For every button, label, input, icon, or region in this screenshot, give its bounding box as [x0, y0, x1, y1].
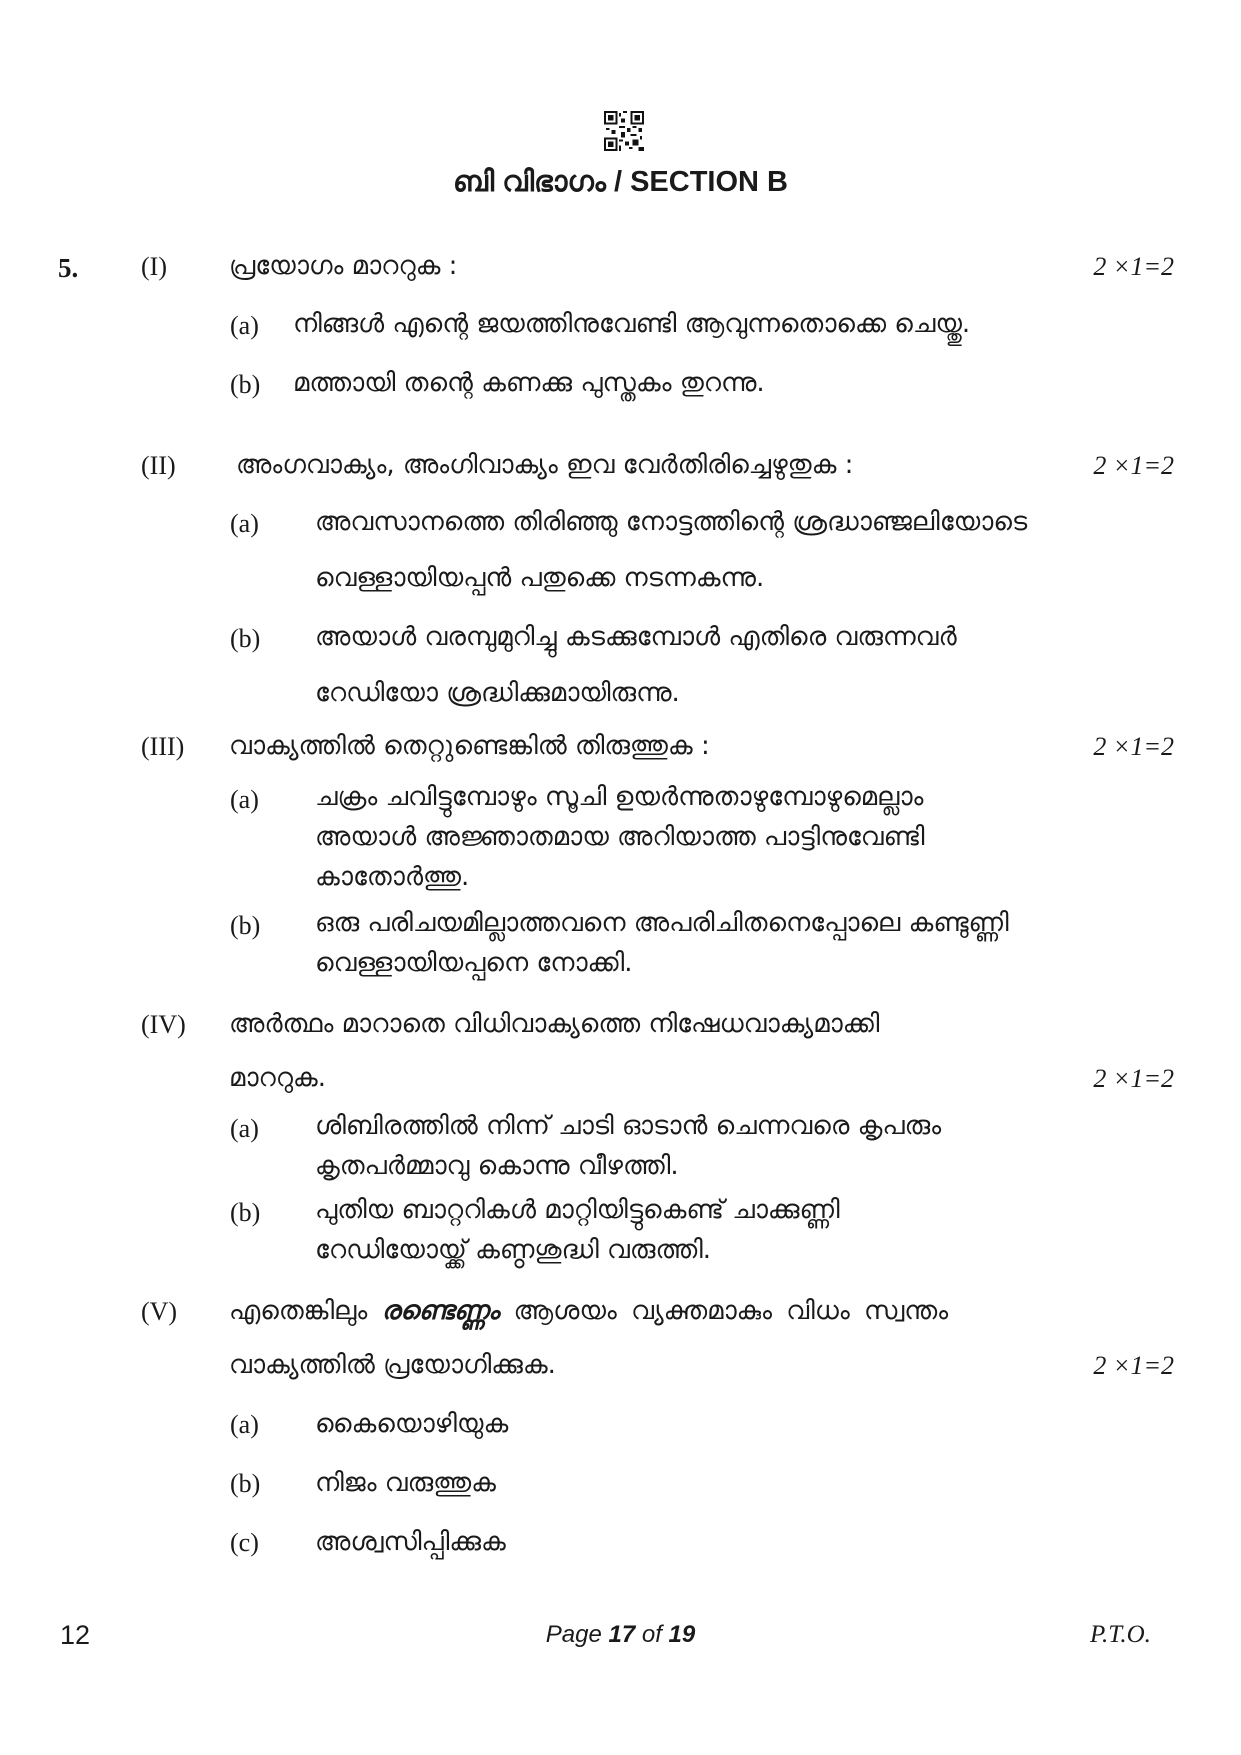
part-3-item-a-label: (a) [230, 785, 259, 814]
part-5-item-b-text: നിജം വരുത്തുക [315, 1468, 496, 1498]
part-4-item-b-text: പുതിയ ബാറ്ററികൾ മാറ്റിയിട്ടുകെണ്ട് ചാക്കുണ്ണി റേഡിയോയ്ക്ക് കണ്ഠശുദ്ധി വരുത്തി. [315, 1195, 840, 1265]
part-1-item-b-label: (b) [230, 370, 261, 399]
part-1-item-b-text: മത്തായി തന്റെ കണക്കു പുസ്തകം തുറന്നു. [293, 368, 765, 398]
footer-page-number: Page 17 of 19 [545, 1621, 696, 1648]
footer-code: 12 [60, 1620, 91, 1650]
part-3-marks: 2 ×1=2 [1093, 732, 1174, 761]
section-title: ബി വിഭാഗം / SECTION B [453, 166, 788, 198]
part-4-label: (IV) [141, 1010, 186, 1039]
emphasis-two: രണ്ടെണ്ണം [381, 1296, 500, 1326]
part-1-item-a-label: (a) [230, 311, 259, 340]
part-1-label: (I) [141, 252, 167, 281]
part-2-instruction: അംഗവാക്യം, അംഗിവാക്യം ഇവ വേർതിരിച്ചെഴുതുക : [236, 450, 854, 480]
part-1-marks: 2 ×1=2 [1093, 252, 1174, 281]
part-3-instruction: വാക്യത്തിൽ തെറ്റുണ്ടെങ്കിൽ തിരുത്തുക : [229, 731, 710, 761]
part-3-label: (III) [141, 732, 185, 761]
part-3-item-b-text: ഒരു പരിചയമില്ലാത്തവനെ അപരിചിതനെപ്പോലെ കണ്ടുണ്ണി വെള്ളായിയപ്പനെ നോക്കി. [315, 908, 1009, 978]
part-1-item-a-text: നിങ്ങൾ എന്റെ ജയത്തിനുവേണ്ടി ആവുന്നതൊക്കെ ചെയ്തു. [293, 309, 971, 339]
part-5-label: (V) [141, 1297, 178, 1326]
part-3-item-b-label: (b) [230, 911, 261, 940]
qr-code-icon [604, 111, 644, 151]
part-1-instruction: പ്രയോഗം മാററുക : [229, 251, 458, 281]
part-5-marks: 2 ×1=2 [1093, 1351, 1174, 1380]
part-2-label: (II) [141, 451, 176, 480]
part-5-item-a-label: (a) [230, 1410, 259, 1439]
part-2-item-b-text: അയാൾ വരമ്പുമുറിച്ചു കടക്കുമ്പോൾ എതിരെ വരുന്നവർ റേഡിയോ ശ്രദ്ധിക്കുമായിരുന്നു. [315, 622, 957, 708]
part-4-item-b-label: (b) [230, 1198, 261, 1227]
part-2-item-a-text: അവസാനത്തെ തിരിഞ്ഞു നോട്ടത്തിന്റെ ശ്രദ്ധാഞ്ജലിയോടെ വെള്ളായിയപ്പൻ പതുക്കെ നടന്നകന്നു. [315, 507, 1028, 593]
footer-pto: P.T.O. [1090, 1621, 1151, 1648]
part-2-marks: 2 ×1=2 [1093, 451, 1174, 480]
part-4-item-a-label: (a) [230, 1114, 259, 1143]
part-4-instruction-line1: അർത്ഥം മാറാതെ വിധിവാക്യത്തെ നിഷേധവാക്യമാക്കി [229, 1009, 880, 1039]
part-5-item-a-text: കൈയൊഴിയുക [315, 1409, 509, 1439]
part-5-item-b-label: (b) [230, 1469, 261, 1498]
part-5-item-c-label: (c) [230, 1528, 259, 1557]
part-3-item-a-text: ചക്രം ചവിട്ടുമ്പോഴും സൂചി ഉയർന്നുതാഴുമ്പോഴുമെല്ലാം അയാൾ അജ്ഞാതമായ അറിയാത്ത പാട്ടിനുവേണ്ടി കാതോർത്തു. [315, 782, 925, 892]
part-5-item-c-text: അശ്വസിപ്പിക്കുക [315, 1527, 506, 1557]
part-5-instruction-line2: വാക്യത്തിൽ പ്രയോഗിക്കുക. [229, 1350, 556, 1380]
part-4-marks: 2 ×1=2 [1093, 1064, 1174, 1093]
part-2-item-a-label: (a) [230, 509, 259, 538]
part-2-item-b-label: (b) [230, 624, 261, 653]
part-4-instruction-line2: മാററുക. [229, 1063, 326, 1093]
part-4-item-a-text: ശിബിരത്തിൽ നിന്ന് ചാടി ഓടാൻ ചെന്നവരെ കൃപരും കൃതപർമ്മാവു കൊന്നു വീഴത്തി. [315, 1111, 942, 1181]
question-number: 5. [58, 253, 79, 283]
part-5-instruction-line1: എതെങ്കിലും രണ്ടെണ്ണം ആശയം വ്യക്തമാകും വിധം സ്വന്തം [229, 1296, 949, 1326]
